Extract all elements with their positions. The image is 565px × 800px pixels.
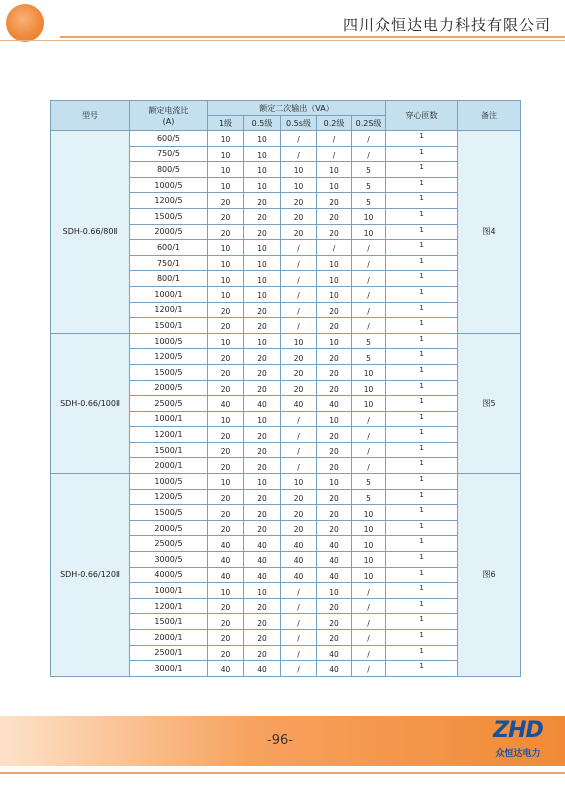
output-cell: /: [352, 583, 386, 599]
output-cell: /: [352, 458, 386, 474]
cores-cell: 1: [386, 224, 458, 240]
cores-cell: 1: [386, 536, 458, 552]
output-cell: /: [352, 286, 386, 302]
output-cell: 10: [208, 177, 244, 193]
model-cell: SDH-0.66/120Ⅱ: [51, 474, 130, 677]
output-cell: 20: [208, 224, 244, 240]
output-cell: /: [352, 411, 386, 427]
output-cell: /: [352, 630, 386, 646]
output-cell: 10: [244, 333, 281, 349]
output-cell: 10: [208, 146, 244, 162]
output-cell: /: [281, 286, 317, 302]
header-note: 备注: [458, 101, 521, 131]
output-cell: 40: [208, 396, 244, 412]
ratio-cell: 2000/1: [130, 458, 208, 474]
output-cell: 20: [317, 489, 352, 505]
table-header: [51, 101, 521, 131]
output-cell: /: [317, 240, 352, 256]
cores-cell: 1: [386, 286, 458, 302]
output-cell: 20: [281, 364, 317, 380]
output-cell: 10: [244, 177, 281, 193]
output-cell: 20: [208, 208, 244, 224]
header-divider: [60, 36, 565, 38]
output-cell: 5: [352, 349, 386, 365]
output-cell: 10: [317, 411, 352, 427]
ratio-cell: 1200/5: [130, 489, 208, 505]
output-cell: 10: [317, 474, 352, 490]
spec-table: [50, 100, 521, 677]
output-cell: 5: [352, 193, 386, 209]
output-cell: 20: [317, 505, 352, 521]
company-logo: [478, 718, 558, 762]
cores-cell: 1: [386, 240, 458, 256]
cores-cell: 1: [386, 489, 458, 505]
ratio-cell: 750/1: [130, 255, 208, 271]
cores-cell: 1: [386, 411, 458, 427]
logo-letters: ZHD: [493, 718, 543, 743]
header-class-0-5s: 0.5s级: [281, 116, 317, 131]
cores-cell: 1: [386, 333, 458, 349]
cores-cell: 1: [386, 598, 458, 614]
output-cell: /: [281, 661, 317, 677]
output-cell: 10: [352, 520, 386, 536]
output-cell: 20: [244, 364, 281, 380]
output-cell: 20: [208, 520, 244, 536]
output-cell: /: [317, 131, 352, 147]
header-divider-thin: [0, 40, 565, 41]
output-cell: 40: [281, 396, 317, 412]
output-cell: 20: [208, 442, 244, 458]
output-cell: 40: [244, 661, 281, 677]
output-cell: 10: [317, 333, 352, 349]
output-cell: 20: [317, 349, 352, 365]
ratio-cell: 1000/5: [130, 333, 208, 349]
output-cell: /: [352, 645, 386, 661]
table-row: [51, 474, 521, 490]
output-cell: 20: [244, 520, 281, 536]
output-cell: 40: [244, 536, 281, 552]
output-cell: 20: [244, 505, 281, 521]
ratio-cell: 1000/5: [130, 474, 208, 490]
header-output: 额定二次输出（VA）: [208, 101, 386, 116]
output-cell: 20: [208, 302, 244, 318]
output-cell: 10: [244, 146, 281, 162]
output-cell: 20: [281, 224, 317, 240]
output-cell: /: [352, 255, 386, 271]
output-cell: 20: [281, 520, 317, 536]
header-orange-circle: [6, 4, 44, 42]
cores-cell: 1: [386, 645, 458, 661]
output-cell: 20: [244, 208, 281, 224]
output-cell: 20: [244, 193, 281, 209]
output-cell: 10: [208, 286, 244, 302]
output-cell: /: [352, 271, 386, 287]
output-cell: 40: [317, 552, 352, 568]
output-cell: 10: [208, 411, 244, 427]
output-cell: 10: [244, 271, 281, 287]
cores-cell: 1: [386, 661, 458, 677]
output-cell: 10: [317, 177, 352, 193]
output-cell: 20: [317, 442, 352, 458]
note-cell: 图4: [458, 131, 521, 334]
ratio-cell: 1000/5: [130, 177, 208, 193]
output-cell: 40: [281, 552, 317, 568]
output-cell: 20: [208, 630, 244, 646]
output-cell: 40: [244, 396, 281, 412]
output-cell: 10: [208, 583, 244, 599]
ratio-cell: 600/1: [130, 240, 208, 256]
header-cores: 穿心匝数: [386, 101, 458, 131]
output-cell: 10: [244, 162, 281, 178]
output-cell: 10: [317, 271, 352, 287]
output-cell: 20: [244, 614, 281, 630]
cores-cell: 1: [386, 505, 458, 521]
output-cell: 20: [317, 364, 352, 380]
cores-cell: 1: [386, 380, 458, 396]
output-cell: 10: [208, 162, 244, 178]
output-cell: 10: [317, 162, 352, 178]
cores-cell: 1: [386, 177, 458, 193]
logo-name: 众恒达电力: [495, 749, 541, 759]
ratio-cell: 800/5: [130, 162, 208, 178]
output-cell: 10: [352, 364, 386, 380]
output-cell: 20: [281, 380, 317, 396]
output-cell: 20: [244, 318, 281, 334]
output-cell: 10: [317, 286, 352, 302]
table-row: [51, 131, 521, 147]
output-cell: 10: [244, 131, 281, 147]
company-name: 四川众恒达电力科技有限公司: [342, 16, 551, 34]
ratio-cell: 2500/1: [130, 645, 208, 661]
cores-cell: 1: [386, 458, 458, 474]
output-cell: 20: [317, 427, 352, 443]
output-cell: /: [352, 240, 386, 256]
output-cell: /: [281, 427, 317, 443]
cores-cell: 1: [386, 255, 458, 271]
output-cell: 20: [317, 598, 352, 614]
ratio-cell: 1200/1: [130, 427, 208, 443]
output-cell: 10: [317, 255, 352, 271]
ratio-cell: 750/5: [130, 146, 208, 162]
output-cell: /: [281, 442, 317, 458]
note-cell: 图6: [458, 474, 521, 677]
output-cell: 10: [208, 333, 244, 349]
output-cell: /: [352, 661, 386, 677]
ratio-cell: 3000/5: [130, 552, 208, 568]
output-cell: 10: [281, 177, 317, 193]
ratio-cell: 1200/1: [130, 302, 208, 318]
cores-cell: 1: [386, 567, 458, 583]
cores-cell: 1: [386, 583, 458, 599]
header-model: 型号: [51, 101, 130, 131]
output-cell: /: [281, 318, 317, 334]
cores-cell: 1: [386, 146, 458, 162]
output-cell: 20: [208, 318, 244, 334]
output-cell: /: [281, 458, 317, 474]
ratio-cell: 1000/1: [130, 583, 208, 599]
output-cell: /: [281, 302, 317, 318]
ratio-cell: 2000/5: [130, 520, 208, 536]
ratio-cell: 1500/5: [130, 505, 208, 521]
ratio-cell: 2500/5: [130, 536, 208, 552]
output-cell: 20: [208, 614, 244, 630]
page-number: -96-: [267, 733, 293, 748]
output-cell: 20: [317, 318, 352, 334]
cores-cell: 1: [386, 552, 458, 568]
output-cell: 20: [281, 505, 317, 521]
output-cell: 20: [317, 302, 352, 318]
header-class-1: 1级: [208, 116, 244, 131]
output-cell: 20: [244, 458, 281, 474]
output-cell: /: [281, 645, 317, 661]
output-cell: /: [352, 442, 386, 458]
output-cell: /: [281, 411, 317, 427]
output-cell: 20: [317, 208, 352, 224]
output-cell: 40: [317, 645, 352, 661]
output-cell: 10: [352, 208, 386, 224]
output-cell: 20: [208, 193, 244, 209]
output-cell: 20: [317, 193, 352, 209]
output-cell: 20: [244, 645, 281, 661]
cores-cell: 1: [386, 131, 458, 147]
output-cell: 20: [244, 349, 281, 365]
output-cell: 10: [281, 474, 317, 490]
output-cell: 40: [317, 567, 352, 583]
output-cell: 20: [281, 208, 317, 224]
header-ratio: 额定电流比 (A): [130, 101, 208, 131]
ratio-cell: 1200/5: [130, 349, 208, 365]
output-cell: 10: [352, 536, 386, 552]
output-cell: 10: [352, 396, 386, 412]
output-cell: 20: [317, 614, 352, 630]
output-cell: 20: [208, 505, 244, 521]
ratio-cell: 3000/1: [130, 661, 208, 677]
output-cell: 5: [352, 333, 386, 349]
cores-cell: 1: [386, 364, 458, 380]
output-cell: 40: [208, 567, 244, 583]
output-cell: 20: [317, 520, 352, 536]
ratio-cell: 1200/5: [130, 193, 208, 209]
output-cell: 5: [352, 474, 386, 490]
output-cell: /: [281, 598, 317, 614]
cores-cell: 1: [386, 193, 458, 209]
table-body: [51, 131, 521, 677]
output-cell: 10: [244, 255, 281, 271]
header-class-0-2: 0.2级: [317, 116, 352, 131]
output-cell: 20: [208, 645, 244, 661]
output-cell: 10: [244, 240, 281, 256]
output-cell: 20: [244, 489, 281, 505]
output-cell: /: [281, 146, 317, 162]
output-cell: 10: [352, 505, 386, 521]
output-cell: 10: [208, 131, 244, 147]
cores-cell: 1: [386, 318, 458, 334]
output-cell: 20: [244, 302, 281, 318]
note-cell: 图5: [458, 333, 521, 473]
output-cell: /: [352, 318, 386, 334]
output-cell: 40: [208, 661, 244, 677]
cores-cell: 1: [386, 271, 458, 287]
output-cell: /: [281, 583, 317, 599]
output-cell: 40: [208, 536, 244, 552]
output-cell: 20: [317, 224, 352, 240]
output-cell: 20: [208, 349, 244, 365]
cores-cell: 1: [386, 442, 458, 458]
output-cell: 20: [244, 598, 281, 614]
output-cell: 5: [352, 489, 386, 505]
output-cell: 10: [244, 474, 281, 490]
output-cell: 10: [208, 240, 244, 256]
output-cell: 40: [244, 567, 281, 583]
cores-cell: 1: [386, 396, 458, 412]
output-cell: 10: [244, 286, 281, 302]
output-cell: 20: [281, 489, 317, 505]
cores-cell: 1: [386, 474, 458, 490]
output-cell: 10: [352, 552, 386, 568]
ratio-cell: 2000/1: [130, 630, 208, 646]
output-cell: 10: [208, 255, 244, 271]
output-cell: /: [281, 630, 317, 646]
footer-line: [0, 772, 565, 774]
output-cell: /: [352, 614, 386, 630]
output-cell: /: [281, 614, 317, 630]
output-cell: 40: [244, 552, 281, 568]
output-cell: 10: [352, 224, 386, 240]
ratio-cell: 1500/1: [130, 614, 208, 630]
output-cell: /: [281, 271, 317, 287]
output-cell: 20: [244, 380, 281, 396]
output-cell: 20: [208, 489, 244, 505]
ratio-cell: 1500/5: [130, 208, 208, 224]
output-cell: 10: [244, 583, 281, 599]
output-cell: 40: [317, 396, 352, 412]
output-cell: 40: [208, 552, 244, 568]
ratio-cell: 1000/1: [130, 286, 208, 302]
output-cell: /: [281, 131, 317, 147]
output-cell: 40: [281, 536, 317, 552]
ratio-cell: 600/5: [130, 131, 208, 147]
output-cell: 20: [244, 427, 281, 443]
cores-cell: 1: [386, 302, 458, 318]
cores-cell: 1: [386, 162, 458, 178]
table-row: [51, 333, 521, 349]
ratio-cell: 1500/1: [130, 318, 208, 334]
output-cell: 20: [208, 364, 244, 380]
ratio-cell: 800/1: [130, 271, 208, 287]
ratio-cell: 1500/5: [130, 364, 208, 380]
output-cell: 40: [281, 567, 317, 583]
output-cell: /: [352, 302, 386, 318]
output-cell: 20: [208, 380, 244, 396]
output-cell: 10: [352, 567, 386, 583]
ratio-cell: 1000/1: [130, 411, 208, 427]
ratio-cell: 1500/1: [130, 442, 208, 458]
output-cell: 10: [208, 474, 244, 490]
spec-table-container: [50, 100, 520, 677]
output-cell: 10: [352, 380, 386, 396]
ratio-cell: 4000/5: [130, 567, 208, 583]
cores-cell: 1: [386, 208, 458, 224]
output-cell: 5: [352, 177, 386, 193]
output-cell: 10: [281, 162, 317, 178]
header-class-0-5: 0.5级: [244, 116, 281, 131]
output-cell: 20: [281, 349, 317, 365]
output-cell: 20: [281, 193, 317, 209]
output-cell: 20: [244, 442, 281, 458]
ratio-cell: 1200/1: [130, 598, 208, 614]
output-cell: /: [281, 255, 317, 271]
output-cell: 10: [208, 271, 244, 287]
output-cell: 20: [244, 224, 281, 240]
output-cell: /: [352, 146, 386, 162]
output-cell: 10: [281, 333, 317, 349]
cores-cell: 1: [386, 349, 458, 365]
output-cell: 20: [208, 427, 244, 443]
output-cell: /: [352, 427, 386, 443]
output-cell: 40: [317, 661, 352, 677]
output-cell: 20: [317, 380, 352, 396]
output-cell: 20: [244, 630, 281, 646]
output-cell: 20: [317, 458, 352, 474]
output-cell: 5: [352, 162, 386, 178]
output-cell: 10: [244, 411, 281, 427]
cores-cell: 1: [386, 520, 458, 536]
output-cell: /: [281, 240, 317, 256]
model-cell: SDH-0.66/80Ⅱ: [51, 131, 130, 334]
header-class-0-2s: 0.2S级: [352, 116, 386, 131]
output-cell: 10: [317, 583, 352, 599]
cores-cell: 1: [386, 630, 458, 646]
output-cell: /: [317, 146, 352, 162]
ratio-cell: 2000/5: [130, 380, 208, 396]
model-cell: SDH-0.66/100Ⅱ: [51, 333, 130, 473]
ratio-cell: 2000/5: [130, 224, 208, 240]
output-cell: /: [352, 131, 386, 147]
output-cell: 40: [317, 536, 352, 552]
ratio-cell: 2500/5: [130, 396, 208, 412]
cores-cell: 1: [386, 614, 458, 630]
output-cell: /: [352, 598, 386, 614]
output-cell: 20: [317, 630, 352, 646]
output-cell: 20: [208, 458, 244, 474]
cores-cell: 1: [386, 427, 458, 443]
output-cell: 20: [208, 598, 244, 614]
